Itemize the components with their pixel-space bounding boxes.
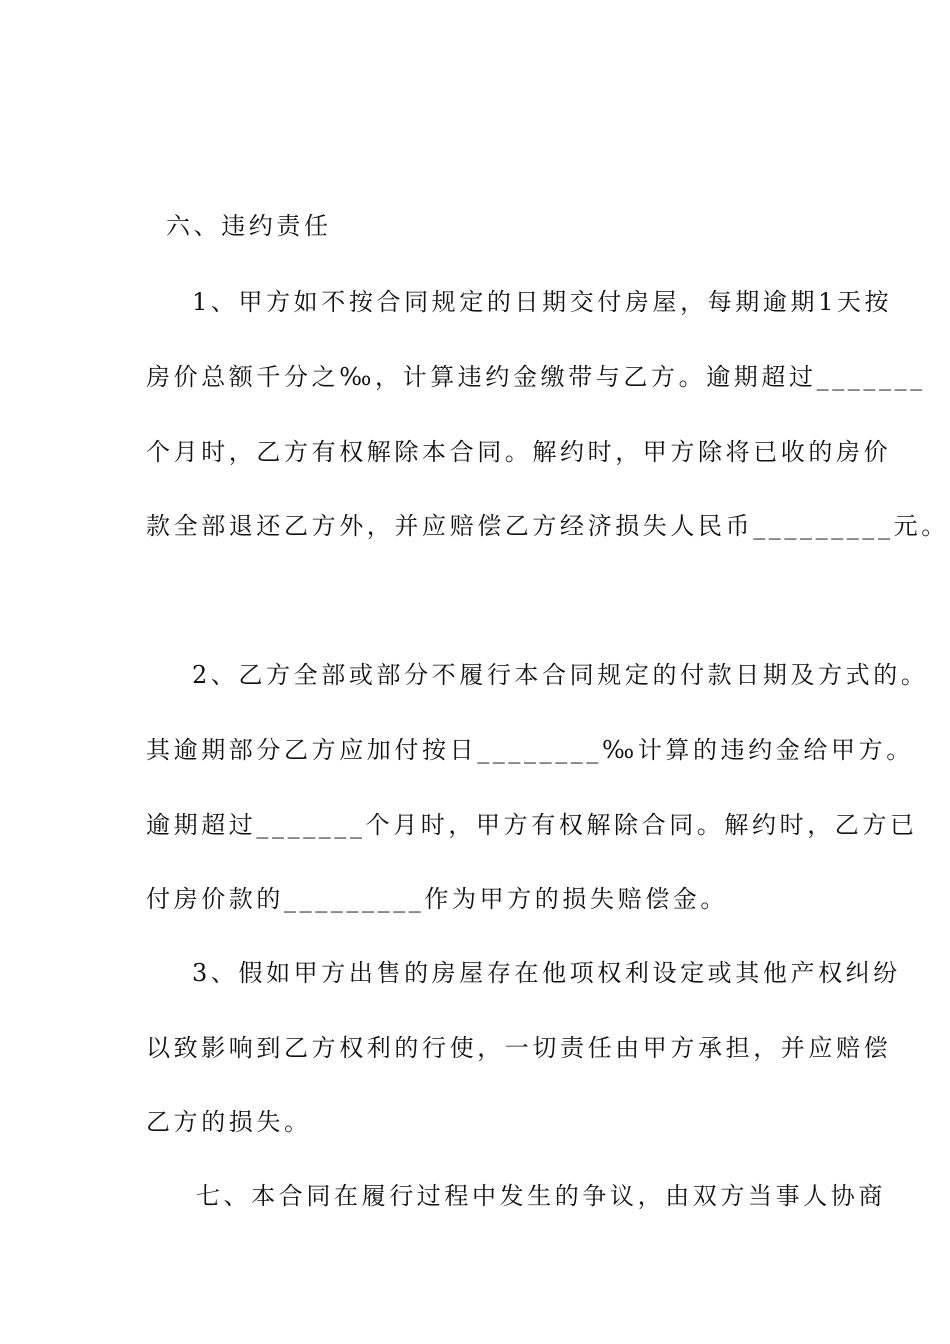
paragraph-line: 2、乙方全部或部分不履行本合同规定的付款日期及方式的。 <box>192 661 929 689</box>
paragraph-line: 付房价款的_________作为甲方的损失赔偿金。 <box>146 885 728 913</box>
section-heading: 六、违约责任 <box>166 212 332 240</box>
paragraph-line: 逾期超过_______个月时，甲方有权解除合同。解约时，乙方已 <box>146 811 918 839</box>
paragraph-line: 3、假如甲方出售的房屋存在他项权利设定或其他产权纠纷 <box>192 959 901 987</box>
paragraph-line: 款全部退还乙方外，并应赔偿乙方经济损失人民币_________元。 <box>146 512 949 540</box>
paragraph-line: 1、甲方如不按合同规定的日期交付房屋，每期逾期1天按 <box>192 288 893 316</box>
paragraph-line: 乙方的损失。 <box>146 1108 312 1136</box>
section-heading: 七、本合同在履行过程中发生的争议，由双方当事人协商 <box>196 1182 886 1210</box>
paragraph-line: 个月时，乙方有权解除本合同。解约时，甲方除将已收的房价 <box>146 438 892 466</box>
paragraph-line: 房价总额千分之‰，计算违约金缴带与乙方。逾期超过_______ <box>146 363 926 391</box>
paragraph-line: 其逾期部分乙方应加付按日________‰计算的违约金给甲方。 <box>146 736 914 764</box>
paragraph-line: 以致影响到乙方权利的行使，一切责任由甲方承担，并应赔偿 <box>146 1034 892 1062</box>
